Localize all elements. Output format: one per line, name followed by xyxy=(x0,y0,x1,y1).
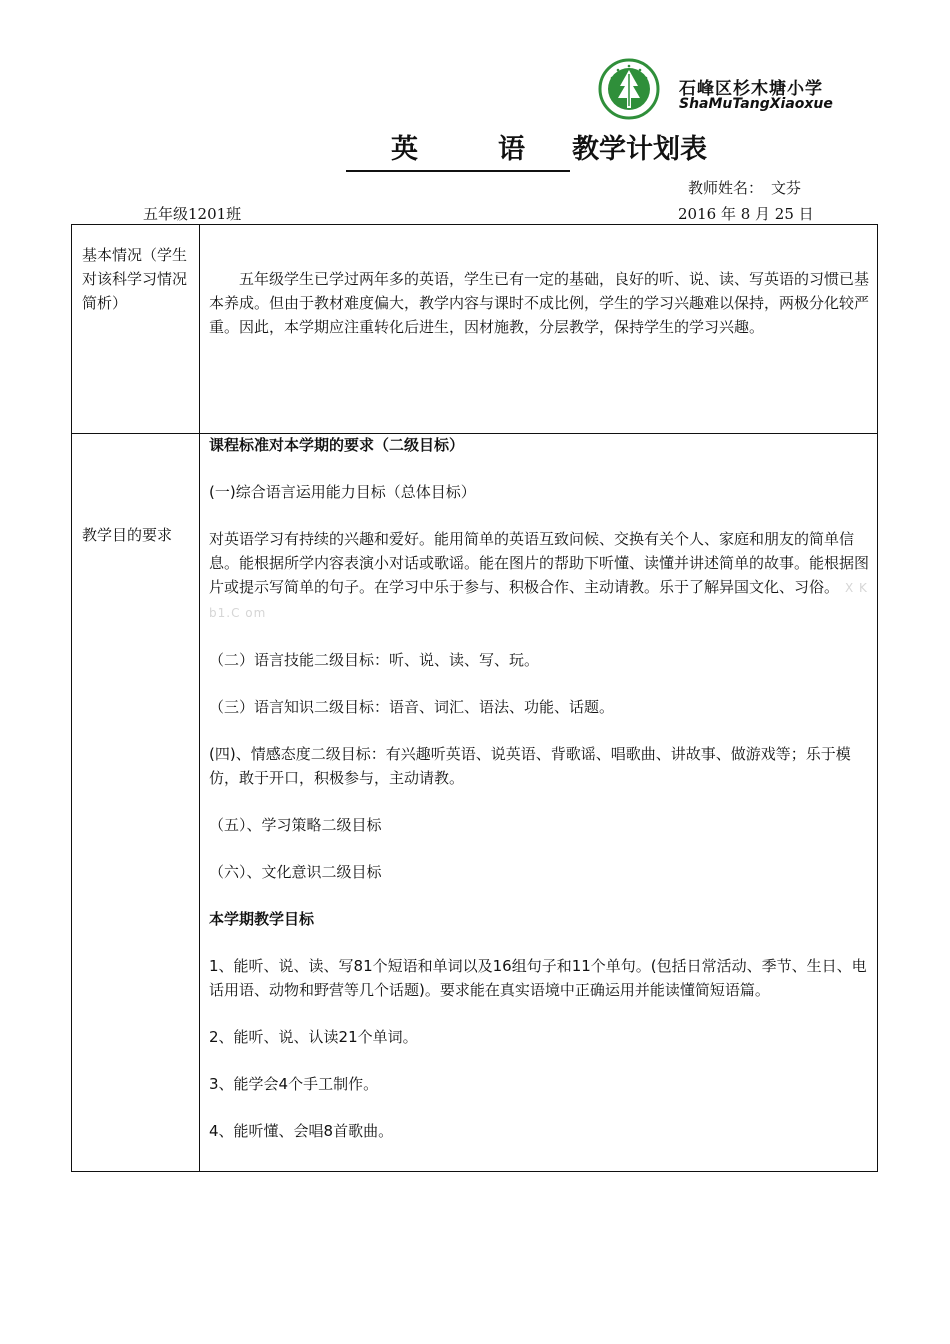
goals-heading-semester: 本学期教学目标 xyxy=(209,910,315,928)
goals-paragraph: 3、能学会4个手工制作。 xyxy=(209,1075,379,1093)
goals-overall-text: 对英语学习有持续的兴趣和爱好。能用简单的英语互致问候、交换有关个人、家庭和朋友的简单信息。能根据所学内容表演小对话或歌谣。能在图片的帮助下听懂、读懂并讲述简单的故事。能根据图片或提示写简单的句子。在学习中乐于参与、积极合作、主动请教。乐于了解异国文化、习俗。 xyxy=(209,530,870,596)
goals-heading-standard: 课程标准对本学期的要求（二级目标） xyxy=(209,436,465,454)
school-logo-icon xyxy=(598,58,660,120)
goals-paragraph: 1、能听、说、读、写81个短语和单词以及16组句子和11个单句。(包括日常活动、季节、生日、电话用语、动物和野营等几个话题)。要求能在真实语境中正确运用并能读懂简短语篇。 xyxy=(209,957,867,999)
document-title xyxy=(346,130,707,170)
subject-underline xyxy=(346,130,570,172)
goals-paragraph: 2、能听、说、认读21个单词。 xyxy=(209,1028,418,1046)
teacher-line xyxy=(688,177,801,198)
goals-paragraph: 4、能听懂、会唱8首歌曲。 xyxy=(209,1122,394,1140)
goals-paragraph: （五）、学习策略二级目标 xyxy=(209,816,382,834)
plan-date: 2016 年 8 月 25 日 xyxy=(678,205,814,223)
class-name: 五年级1201班 xyxy=(143,205,242,223)
subject-char-1: 英 xyxy=(391,134,418,165)
plan-table xyxy=(71,224,878,1172)
teacher-name: 文芬 xyxy=(771,179,802,197)
basic-situation-text: 五年级学生已学过两年多的英语，学生已有一定的基础，良好的听、说、读、写英语的习惯已基本养成。但由于教材难度偏大，教学内容与课时不成比例，学生的学习兴趣难以保持，两极分化较严重。因此，本学期应注重转化后进生，因材施教，分层教学，保持学生的学习兴趣。 xyxy=(209,270,870,336)
title-text: 教学计划表 xyxy=(572,134,707,165)
watermark-text: X K b1.C om xyxy=(209,581,868,620)
goals-paragraph: （三）语言知识二级目标：语音、词汇、语法、功能、话题。 xyxy=(209,698,615,716)
school-name-cn: 石峰区杉木塘小学 xyxy=(679,79,823,99)
goals-paragraph: (四)、情感态度二级目标：有兴趣听英语、说英语、背歌谣、唱歌曲、讲故事、做游戏等；乐于模仿，敢于开口，积极参与，主动请教。 xyxy=(209,745,851,787)
goals-paragraph xyxy=(209,527,873,625)
row-label-goals: 教学目的要求 xyxy=(82,526,173,544)
table-column-divider xyxy=(199,225,200,1171)
teacher-label: 教师姓名： xyxy=(688,179,764,197)
goals-paragraph: (一)综合语言运用能力目标（总体目标） xyxy=(209,483,476,501)
school-name-en: ShaMuTangXiaoxue xyxy=(679,96,833,112)
goals-content xyxy=(209,433,873,1166)
goals-paragraph: （二）语言技能二级目标：听、说、读、写、玩。 xyxy=(209,651,540,669)
goals-paragraph: （六）、文化意识二级目标 xyxy=(209,863,382,881)
subject-char-2: 语 xyxy=(498,134,525,165)
row-label-basic: 基本情况（学生对该科学习情况简析） xyxy=(82,246,188,312)
